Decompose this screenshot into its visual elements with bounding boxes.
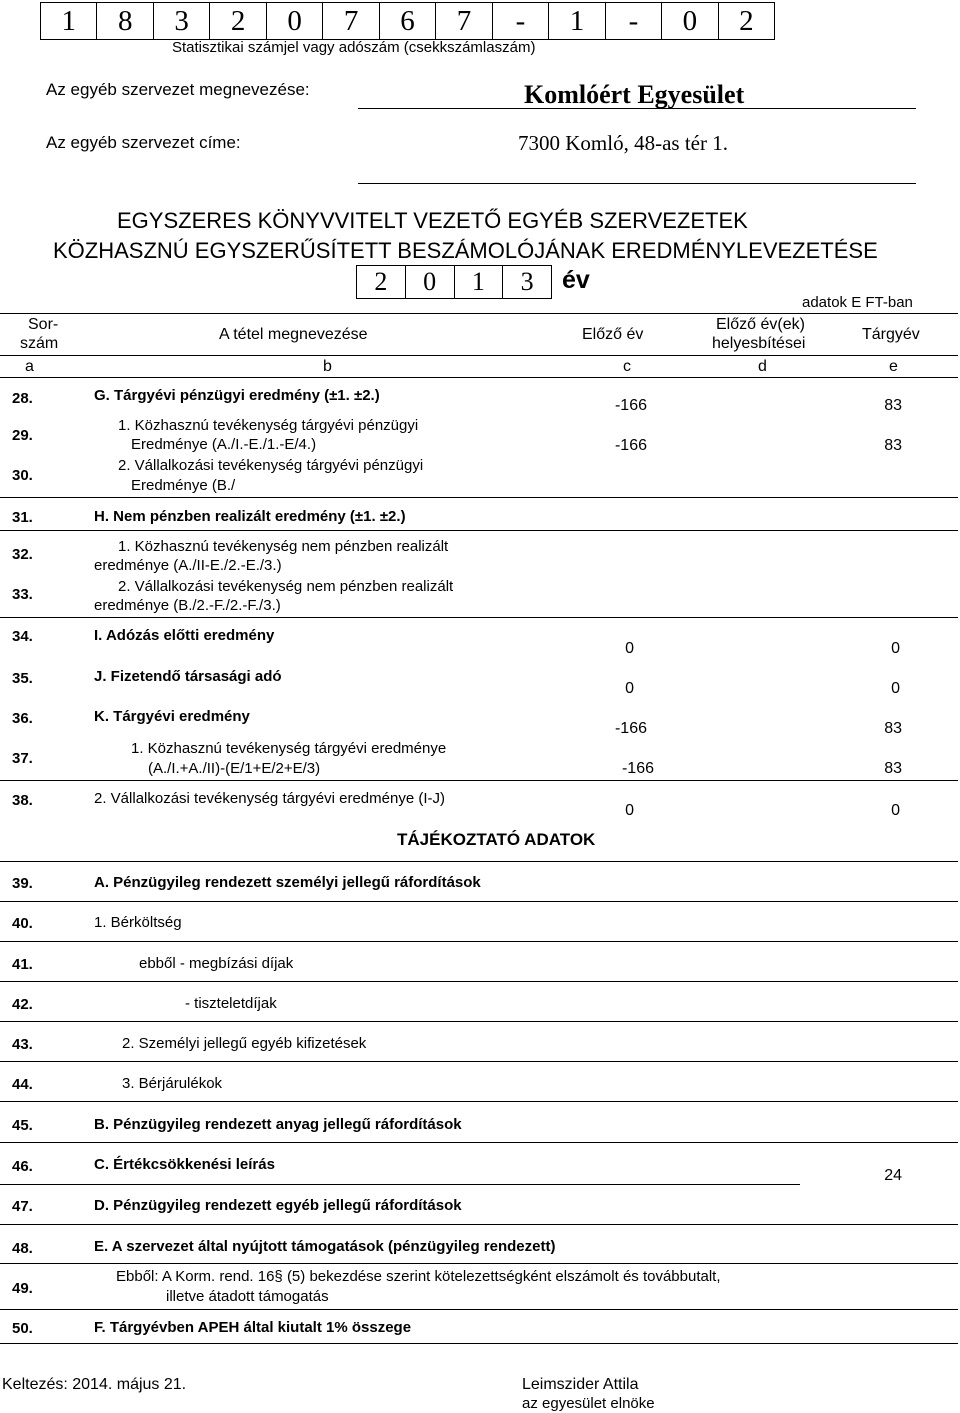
row-label: 2. Vállalkozási tevékenység tárgyévi eredménye (I-J) [94, 790, 445, 807]
row-number: 48. [12, 1240, 33, 1257]
current-year-value: 83 [884, 760, 902, 777]
table-bottom-rule [0, 1343, 958, 1344]
prev-year-value: -166 [614, 437, 647, 454]
row-divider [0, 530, 958, 531]
row-label: K. Tárgyévi eredmény [94, 708, 250, 725]
row-label: J. Fizetendő társasági adó [94, 668, 282, 685]
row-label: E. A szervezet által nyújtott támogatások (pénzügyileg rendezett) [94, 1238, 556, 1255]
col-letter-a: a [25, 358, 34, 375]
row-label: illetve átadott támogatás [166, 1288, 329, 1305]
tax-digit: 8 [96, 3, 152, 39]
tax-digit: 6 [379, 3, 435, 39]
year-digit: 3 [502, 266, 551, 298]
col-letter-c: c [623, 358, 631, 375]
unit-note: adatok E FT-ban [802, 294, 913, 311]
header-bottom-rule [0, 377, 958, 378]
row-label: 1. Közhasznú tevékenység tárgyévi pénzügyi [118, 417, 419, 434]
row-number: 50. [12, 1320, 33, 1337]
current-year-value: 0 [891, 802, 900, 819]
row-number: 41. [12, 956, 33, 973]
row-label: 2. Személyi jellegű egyéb kifizetések [122, 1035, 367, 1052]
row-divider [0, 1309, 958, 1310]
current-year-value: 83 [884, 720, 902, 737]
tax-digit: - [605, 3, 661, 39]
year-digit: 2 [374, 267, 388, 296]
tax-digit: 7 [435, 3, 491, 39]
row-divider [0, 941, 958, 942]
row-divider [0, 617, 958, 618]
row-number: 31. [12, 509, 33, 526]
prev-year-value: 0 [625, 802, 634, 819]
row-label: ebből - megbízási díjak [139, 955, 294, 972]
row-label: B. Pénzügyileg rendezett anyag jellegű ráfordítások [94, 1116, 462, 1133]
row-number: 42. [12, 996, 33, 1013]
row-number: 40. [12, 915, 33, 932]
col-letter-e: e [889, 358, 898, 375]
row-label: Eredménye (B./ [131, 477, 236, 494]
row-label: 2. Vállalkozási tevékenység nem pénzben realizált [118, 578, 454, 595]
row-divider [0, 981, 958, 982]
row-number: 30. [12, 467, 33, 484]
tax-digit: 1 [61, 5, 76, 37]
tax-digit: 2 [718, 3, 774, 39]
org-name-label: Az egyéb szervezet megnevezése: [46, 80, 310, 99]
row-label: I. Adózás előtti eredmény [94, 627, 275, 644]
col-current: Tárgyév [862, 326, 920, 343]
org-address-label: Az egyéb szervezet címe: [46, 133, 241, 152]
current-year-value: 83 [884, 397, 902, 414]
tax-digit: 2 [209, 3, 265, 39]
prev-year-value: 0 [625, 680, 634, 697]
tax-digit: 7 [322, 3, 378, 39]
col-adj-1: Előző év(ek) [716, 316, 805, 333]
row-number: 49. [12, 1280, 33, 1297]
row-divider [0, 497, 958, 498]
row-label: (A./I.+A./II)-(E/1+E/2+E/3) [148, 760, 321, 777]
year-suffix: év [562, 266, 590, 294]
row-divider [0, 1101, 958, 1102]
row-label: 1. Bérköltség [94, 914, 182, 931]
tax-number-boxes [40, 2, 775, 40]
year-digit: 0 [405, 266, 454, 298]
col-letter-b: b [323, 358, 332, 375]
row-number: 43. [12, 1036, 33, 1053]
row-label: H. Nem pénzben realizált eredmény (±1. ±2.) [94, 508, 406, 525]
row-label: Ebből: A Korm. rend. 16§ (5) bekezdése szerint kötelezettségként elszámolt és továbbutalt, [116, 1268, 721, 1285]
report-date: Keltezés: 2014. május 21. [2, 1376, 187, 1393]
row-label: Eredménye (A./I.-E./1.-E/4.) [131, 436, 317, 453]
tax-caption: Statisztikai számjel vagy adószám (csekkszámlaszám) [172, 39, 536, 56]
year-digit: 1 [454, 266, 503, 298]
org-address-underline [358, 183, 916, 184]
col-sorszam-1: Sor- [28, 316, 59, 333]
row-divider [0, 1021, 958, 1022]
report-title-line1: EGYSZERES KÖNYVVITELT VEZETŐ EGYÉB SZERVEZETEK [117, 208, 748, 233]
row-number: 46. [12, 1158, 33, 1175]
row-divider [0, 1224, 958, 1225]
year-boxes [356, 265, 552, 299]
row-divider [0, 861, 958, 862]
prev-year-value: -166 [614, 720, 647, 737]
org-name: Komlóért Egyesület [524, 80, 745, 109]
col-sorszam-2: szám [20, 335, 59, 352]
col-letter-d: d [758, 358, 767, 375]
org-address: 7300 Komló, 48-as tér 1. [518, 131, 728, 155]
signer-name: Leimszider Attila [522, 1376, 639, 1393]
col-name: A tétel megnevezése [219, 326, 368, 343]
row-number: 32. [12, 546, 33, 563]
row-divider [0, 1263, 958, 1264]
prev-year-value: -166 [621, 760, 654, 777]
row-number: 29. [12, 427, 33, 444]
info-section-title: TÁJÉKOZTATÓ ADATOK [397, 830, 596, 849]
row-label: eredménye (A./II-E./2.-E./3.) [94, 557, 282, 574]
row-divider [0, 901, 958, 902]
row-number: 35. [12, 670, 33, 687]
header-top-rule [0, 313, 958, 314]
header-mid-rule [0, 355, 958, 356]
row-number: 47. [12, 1198, 33, 1215]
row-divider [0, 1142, 958, 1143]
row-label: 3. Bérjárulékok [122, 1075, 223, 1092]
row-number: 38. [12, 792, 33, 809]
row-divider [0, 1184, 800, 1185]
prev-year-value: -166 [614, 397, 647, 414]
row-label: C. Értékcsökkenési leírás [94, 1156, 275, 1173]
row-label: A. Pénzügyileg rendezett személyi jellegű ráfordítások [94, 874, 481, 891]
row-number: 36. [12, 710, 33, 727]
current-year-value: 24 [884, 1167, 902, 1184]
row-number: 45. [12, 1117, 33, 1134]
row-divider [0, 1061, 958, 1062]
current-year-value: 0 [891, 680, 900, 697]
row-number: 28. [12, 390, 33, 407]
tax-digit: 0 [661, 3, 717, 39]
current-year-value: 0 [891, 640, 900, 657]
row-divider [0, 780, 958, 781]
row-label: eredménye (B./2.-F./2.-F./3.) [94, 597, 281, 614]
tax-digit: 3 [153, 3, 209, 39]
tax-digit: 1 [548, 3, 604, 39]
col-prev: Előző év [582, 326, 644, 343]
row-number: 33. [12, 586, 33, 603]
prev-year-value: 0 [625, 640, 634, 657]
row-label: - tiszteletdíjak [185, 995, 277, 1012]
row-label: D. Pénzügyileg rendezett egyéb jellegű ráfordítások [94, 1197, 462, 1214]
report-title-line2: KÖZHASZNÚ EGYSZERŰSÍTETT BESZÁMOLÓJÁNAK EREDMÉNYLEVEZETÉSE [53, 238, 878, 263]
row-label: G. Tárgyévi pénzügyi eredmény (±1. ±2.) [94, 387, 380, 404]
row-number: 37. [12, 750, 33, 767]
row-label: 2. Vállalkozási tevékenység tárgyévi pénzügyi [118, 457, 424, 474]
row-number: 44. [12, 1076, 33, 1093]
col-adj-2: helyesbítései [712, 335, 806, 352]
org-name-underline [358, 108, 916, 109]
row-number: 39. [12, 875, 33, 892]
signer-title: az egyesület elnöke [522, 1395, 655, 1412]
row-number: 34. [12, 628, 33, 645]
row-label: 1. Közhasznú tevékenység tárgyévi eredménye [131, 740, 447, 757]
tax-digit: - [492, 3, 548, 39]
row-label: 1. Közhasznú tevékenység nem pénzben realizált [118, 538, 449, 555]
row-label: F. Tárgyévben APEH által kiutalt 1% összege [94, 1319, 412, 1336]
current-year-value: 83 [884, 437, 902, 454]
tax-digit: 0 [266, 3, 322, 39]
